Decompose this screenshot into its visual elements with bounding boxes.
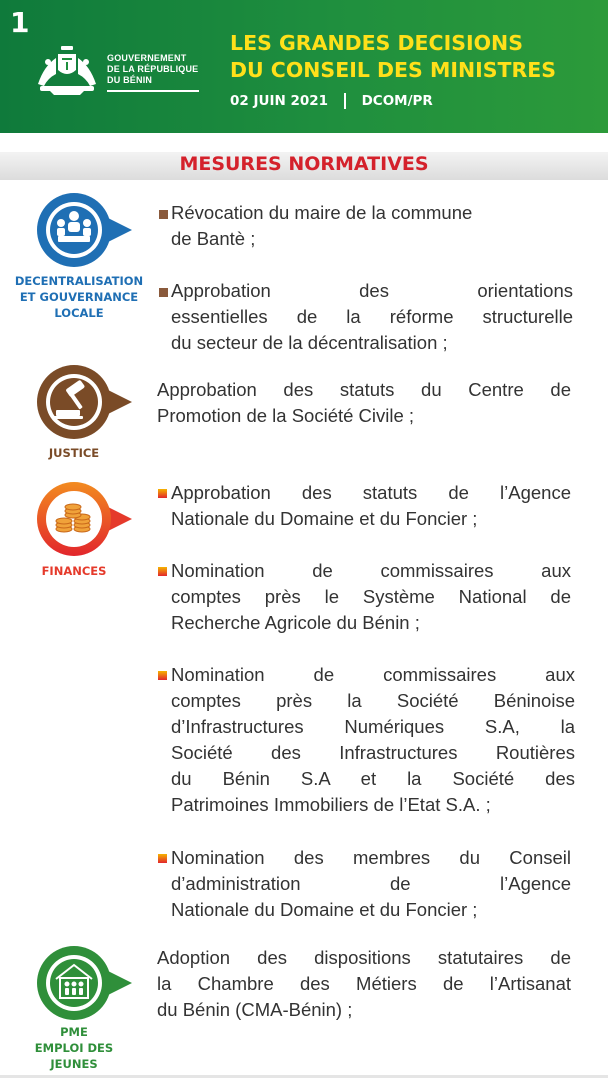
coins-icon <box>36 479 132 559</box>
government-name <box>107 53 198 86</box>
bullet-icon <box>158 567 167 576</box>
item-line: Recherche Agricole du Bénin ; <box>171 612 420 633</box>
item-line: Promotion de la Société Civile ; <box>157 405 415 426</box>
gov-line: GOUVERNEMENT <box>107 53 187 63</box>
item-line: Approbation des statuts de l’Agence <box>171 482 571 503</box>
item-line: du Bénin (CMA-Bénin) ; <box>157 999 353 1020</box>
gov-line: DU BÉNIN <box>107 75 153 85</box>
bullet-icon <box>158 854 167 863</box>
bullet-icon <box>159 210 168 219</box>
meeting-people-icon <box>36 190 132 270</box>
item-line: la Chambre des Métiers de l’Artisanat <box>157 973 571 994</box>
page-number: 1 <box>10 6 30 39</box>
category-label-decentralisation <box>4 273 154 321</box>
section-title: MESURES NORMATIVES <box>179 153 429 175</box>
item-line: du Bénin S.A et la Société des <box>171 768 575 789</box>
decision-item <box>171 845 571 923</box>
category-label-justice: JUSTICE <box>48 446 100 460</box>
category-label-line: LOCALE <box>54 306 104 320</box>
category-label-finances: FINANCES <box>41 564 107 578</box>
title-line: DU CONSEIL DES MINISTRES <box>230 58 557 82</box>
item-line: Patrimoines Immobiliers de l’Etat S.A. ; <box>171 794 491 815</box>
category-label-pme <box>4 1024 144 1072</box>
item-line: essentielles de la réforme structurelle <box>171 306 573 327</box>
item-line: Révocation du maire de la commune <box>171 202 473 223</box>
item-line: d’administration de l’Agence <box>171 873 571 894</box>
category-label-line: ET GOUVERNANCE <box>19 290 139 304</box>
item-line: comptes près la Société Béninoise <box>171 690 575 711</box>
benin-coat-of-arms-icon <box>36 44 98 96</box>
item-line: Approbation des orientations <box>171 280 573 301</box>
divider <box>0 1075 608 1078</box>
decision-item <box>171 480 571 532</box>
item-line: du secteur de la décentralisation ; <box>171 332 448 353</box>
bullet-icon <box>158 489 167 498</box>
item-line: Nomination des membres du Conseil <box>171 847 571 868</box>
date-text: 02 JUIN 2021 <box>230 93 329 109</box>
item-line: Société des Infrastructures Routières <box>171 742 575 763</box>
bullet-icon <box>158 671 167 680</box>
item-line: Nationale du Domaine et du Foncier ; <box>171 508 478 529</box>
item-line: comptes près le Système National de <box>171 586 571 607</box>
header-meta <box>230 93 433 109</box>
gov-line: DE LA RÉPUBLIQUE <box>107 64 199 74</box>
item-line: de Bantè ; <box>171 228 256 249</box>
category-label-line: JEUNES <box>50 1057 98 1071</box>
item-line: Adoption des dispositions statutaires de <box>157 947 571 968</box>
header-banner <box>0 0 608 133</box>
separator <box>344 93 346 109</box>
decision-item <box>171 662 575 818</box>
item-line: Nationale du Domaine et du Foncier ; <box>171 899 478 920</box>
source-text: DCOM/PR <box>361 93 433 109</box>
decision-item <box>171 558 571 636</box>
item-line: Nomination de commissaires aux <box>171 664 575 685</box>
divider <box>107 90 199 92</box>
category-label-line: EMPLOI DES <box>34 1041 114 1055</box>
title-line: LES GRANDES DECISIONS <box>230 31 523 55</box>
gavel-icon <box>36 362 132 442</box>
bullet-icon <box>159 288 168 297</box>
category-label-line: DECENTRALISATION <box>14 274 144 288</box>
page-title <box>230 30 556 84</box>
item-line: Nomination de commissaires aux <box>171 560 571 581</box>
decision-item <box>157 945 571 1023</box>
decision-item <box>157 377 571 429</box>
decision-item <box>171 278 573 356</box>
item-line: Approbation des statuts du Centre de <box>157 379 571 400</box>
artisans-house-icon <box>36 943 132 1023</box>
category-label-line: PME <box>60 1025 88 1039</box>
decision-item <box>171 200 573 252</box>
item-line: d’Infrastructures Numériques S.A, la <box>171 716 575 737</box>
